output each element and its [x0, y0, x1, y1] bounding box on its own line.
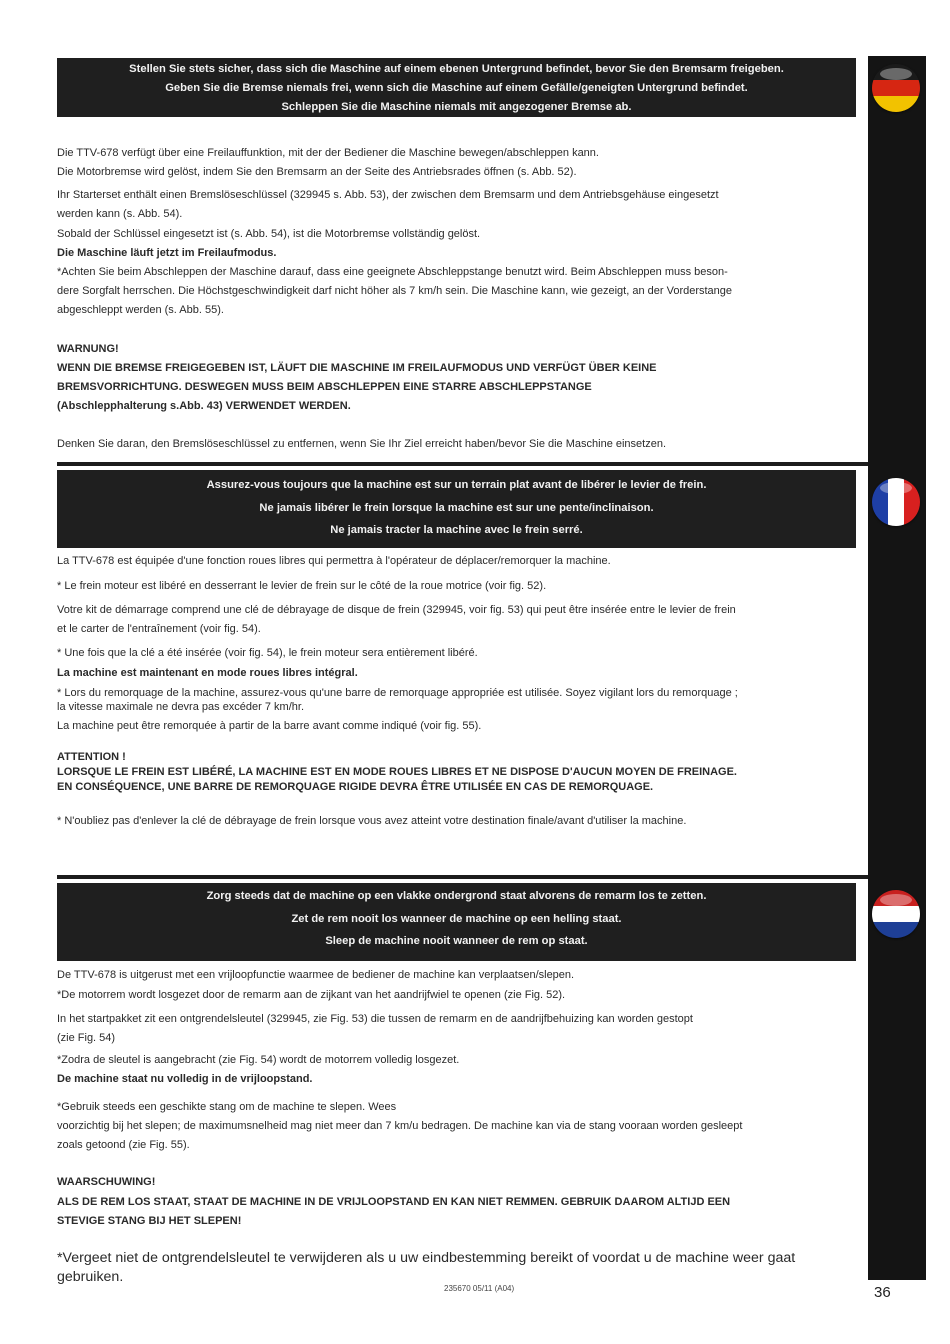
page-number: 36 — [874, 1284, 891, 1301]
paragraph: * Une fois que la clé a été insérée (voir fig. 54), le frein moteur sera entièrement libéré. — [57, 647, 478, 659]
banner-line: Assurez-vous toujours que la machine est sur un terrain plat avant de libérer le levier de frein. — [206, 479, 707, 491]
warning-text: LORSQUE LE FREIN EST LIBÉRÉ, LA MACHINE EST EN MODE ROUES LIBRES ET NE DISPOSE D'AUCUN MOYEN DE FREINAGE. — [57, 766, 737, 778]
paragraph: *De motorrem wordt losgezet door de remarm aan de zijkant van het aandrijfwiel te openen (zie Fig. 52). — [57, 989, 566, 1001]
warning-text: STEVIGE STANG BIJ HET SLEPEN! — [57, 1215, 242, 1227]
closing-reminder: *Vergeet niet de ontgrendelsleutel te verwijderen als u uw eindbestemming bereikt of voordat u de machine weer gaat gebruiken. — [57, 1250, 796, 1285]
paragraph: Die Motorbremse wird gelöst, indem Sie den Bremsarm an der Seite des Antriebsrades öffnen (s. Abb. 52). — [57, 166, 577, 178]
freewheel-notice: Die Maschine läuft jetzt im Freilaufmodus. — [57, 247, 277, 259]
banner-line: Geben Sie die Bremse niemals frei, wenn sich die Maschine auf einem Gefälle/geneigten Untergrund befindet. — [165, 82, 748, 94]
paragraph: *Achten Sie beim Abschleppen der Maschine darauf, dass eine geeignete Abschleppstange benutzt wird. Beim Abschleppen muss beson- — [57, 266, 728, 278]
freewheel-notice: De machine staat nu volledig in de vrijloopstand. — [57, 1073, 313, 1085]
warning-title: WARNUNG! — [57, 343, 119, 355]
paragraph: la vitesse maximale ne devra pas excéder 7 km/hr. — [57, 701, 305, 713]
banner-line: Schleppen Sie die Maschine niemals mit angezogener Bremse ab. — [281, 101, 632, 113]
banner-line: Stellen Sie stets sicher, dass sich die Maschine auf einem ebenen Untergrund befindet, bevor Sie den Bremsarm freigeben. — [129, 63, 784, 75]
warning-banner-de — [57, 58, 856, 117]
paragraph: * Lors du remorquage de la machine, assurez-vous qu'une barre de remorquage appropriée est utilisée. Soyez vigilant lors du remorquage ; — [57, 687, 738, 699]
section-divider — [57, 462, 868, 466]
warning-text: (Abschlepphalterung s.Abb. 43) VERWENDET WERDEN. — [57, 400, 351, 412]
warning-banner-fr — [57, 470, 856, 548]
warning-text: BREMSVORRICHTUNG. DESWEGEN MUSS BEIM ABSCHLEPPEN EINE STARRE ABSCHLEPPSTANGE — [57, 381, 592, 393]
paragraph: La machine peut être remorquée à partir de la barre avant comme indiqué (voir fig. 55). — [57, 720, 482, 732]
paragraph: In het startpakket zit een ontgrendelsleutel (329945, zie Fig. 53) die tussen de remarm en de aandrijfbehuizing kan worden gestopt — [57, 1013, 693, 1025]
flag-france-icon — [872, 478, 920, 526]
paragraph: voorzichtig bij het slepen; de maximumsnelheid mag niet meer dan 7 km/u bedragen. De machine kan via de stang vooraan worden gesleept — [57, 1120, 743, 1132]
paragraph: * Le frein moteur est libéré en desserrant le levier de frein sur le côté de la roue motrice (voir fig. 52). — [57, 580, 547, 592]
language-side-bar — [868, 56, 926, 1280]
freewheel-notice: La machine est maintenant en mode roues libres intégral. — [57, 667, 358, 679]
paragraph: *Zodra de sleutel is aangebracht (zie Fig. 54) wordt de motorrem volledig losgezet. — [57, 1054, 460, 1066]
paragraph: abgeschleppt werden (s. Abb. 55). — [57, 304, 224, 316]
warning-title: ATTENTION ! — [57, 751, 126, 763]
paragraph: dere Sorgfalt herrschen. Die Höchstgeschwindigkeit darf nicht höher als 7 km/h sein. Die Maschine kann, wie gezeigt, an der Vorderstange — [57, 285, 733, 297]
banner-line: Zet de rem nooit los wanneer de machine op een helling staat. — [291, 912, 622, 925]
flag-germany-icon — [872, 64, 920, 112]
paragraph: * N'oubliez pas d'enlever la clé de débrayage de frein lorsque vous avez atteint votre destination finale/avant d'utiliser la machine. — [57, 815, 687, 827]
banner-line: Ne jamais tracter la machine avec le frein serré. — [330, 524, 583, 536]
warning-text: EN CONSÉQUENCE, UNE BARRE DE REMORQUAGE RIGIDE DEVRA ÊTRE UTILISÉE EN CAS DE REMORQUAGE. — [57, 781, 654, 793]
warning-text: ALS DE REM LOS STAAT, STAAT DE MACHINE IN DE VRIJLOOPSTAND EN KAN NIET REMMEN. GEBRUIK DAAROM ALTIJD EEN — [57, 1196, 731, 1208]
warning-text: WENN DIE BREMSE FREIGEGEBEN IST, LÄUFT DIE MASCHINE IM FREILAUFMODUS UND VERFÜGT ÜBER KEINE — [57, 362, 657, 374]
paragraph: et le carter de l'entraînement (voir fig. 54). — [57, 623, 261, 635]
paragraph: werden kann (s. Abb. 54). — [57, 208, 183, 220]
flag-netherlands-icon — [872, 890, 920, 938]
paragraph: Ihr Starterset enthält einen Bremslöseschlüssel (329945 s. Abb. 53), der zwischen dem Bremsarm und dem Antriebsgehäuse eingesetzt — [57, 189, 719, 201]
warning-title: WAARSCHUWING! — [57, 1176, 156, 1188]
paragraph: De TTV-678 is uitgerust met een vrijloopfunctie waarmee de bediener de machine kan verplaatsen/slepen. — [57, 969, 575, 981]
paragraph: Sobald der Schlüssel eingesetzt ist (s. Abb. 54), ist die Motorbremse vollständig gelöst. — [57, 228, 481, 240]
paragraph: zoals getoond (zie Fig. 55). — [57, 1139, 190, 1151]
paragraph: Denken Sie daran, den Bremslöseschlüssel zu entfernen, wenn Sie Ihr Ziel erreicht haben/bevor Sie die Maschine einsetzen. — [57, 438, 667, 450]
paragraph: Votre kit de démarrage comprend une clé de débrayage de disque de frein (329945, voir fig. 53) qui peut être insérée entre le levier de frein — [57, 604, 736, 616]
paragraph: Die TTV-678 verfügt über eine Freilauffunktion, mit der der Bediener die Maschine bewegen/abschleppen kann. — [57, 147, 599, 159]
section-divider — [57, 875, 868, 879]
banner-line: Zorg steeds dat de machine op een vlakke ondergrond staat alvorens de remarm los te zetten. — [206, 890, 707, 902]
banner-line: Sleep de machine nooit wanneer de rem op staat. — [325, 935, 588, 947]
warning-banner-nl — [57, 883, 856, 961]
document-code: 235670 05/11 (A04) — [444, 1284, 515, 1293]
paragraph: La TTV-678 est équipée d'une fonction roues libres qui permettra à l'opérateur de déplacer/remorquer la machine. — [57, 555, 611, 567]
paragraph: (zie Fig. 54) — [57, 1032, 116, 1044]
banner-line: Ne jamais libérer le frein lorsque la machine est sur une pente/inclinaison. — [259, 501, 654, 514]
paragraph: *Gebruik steeds een geschikte stang om de machine te slepen. Wees — [57, 1101, 397, 1113]
